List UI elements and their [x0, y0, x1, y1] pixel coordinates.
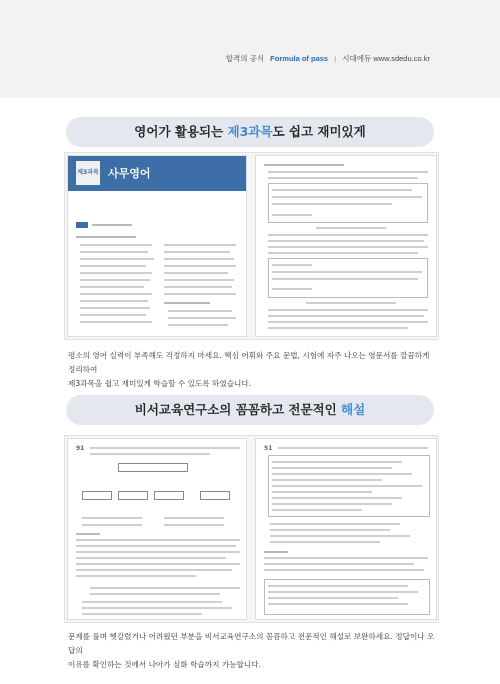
book-page-right — [255, 155, 437, 337]
flow-box-4 — [200, 491, 230, 500]
brand-separator: | — [334, 54, 337, 63]
section2-caption — [68, 630, 438, 672]
flow-box-3 — [154, 491, 184, 500]
flow-box-1 — [82, 491, 112, 500]
question-number-right: 51 — [264, 445, 273, 452]
section1-caption-line1: 평소의 영어 실력이 부족해도 걱정하지 마세요. 핵심 어휘와 주요 문법, 시험에 자주 나오는 영문서를 깔끔하게 정리하여 — [68, 351, 430, 374]
chapter-title: 사무영어 — [108, 167, 151, 180]
section1-title-post: 도 쉽고 재미있게 — [272, 124, 366, 139]
section2-caption-line2: 이유를 확인하는 것에서 나아가 심화 학습까지 가능합니다. — [68, 660, 261, 669]
book-page-left-explanation — [67, 438, 247, 620]
brand-line — [226, 53, 430, 64]
section-title-english — [66, 117, 434, 147]
section1-caption-line2: 제3과목을 쉽고 재미있게 학습할 수 있도록 하였습니다. — [68, 379, 252, 388]
brand-right: 시대에듀 www.sdedu.co.kr — [342, 54, 430, 63]
section1-title-highlight: 제3과목 — [227, 124, 273, 139]
chapter-number: 제3과목 — [76, 161, 100, 185]
flow-box-top — [118, 463, 188, 472]
section1-title-pre: 영어가 활용되는 — [134, 124, 228, 139]
section-title-explanation — [66, 395, 434, 425]
section-tag — [76, 222, 88, 228]
section2-title-pre: 비서교육연구소의 꼼꼼하고 전문적인 — [134, 402, 342, 417]
brand-left: 합격의 공식 — [225, 54, 265, 63]
question-number-left: 91 — [76, 445, 85, 452]
section1-caption — [68, 349, 438, 391]
book-page-right-explanation — [255, 438, 437, 620]
brand-formula: Formula of pass — [270, 54, 329, 63]
section2-caption-line1: 문제를 풀며 헷갈렸거나 어려웠던 부분을 비서교육연구소의 꼼꼼하고 전문적인 해설로 보완하세요. 정답이나 오답의 — [68, 632, 435, 655]
book-page-left — [67, 155, 247, 337]
header-band — [0, 0, 500, 98]
section2-title-highlight: 해설 — [341, 402, 366, 417]
sample-pages-english — [64, 152, 439, 340]
sample-pages-explanation — [64, 435, 439, 623]
chapter-header — [68, 156, 246, 191]
flow-box-2 — [118, 491, 148, 500]
